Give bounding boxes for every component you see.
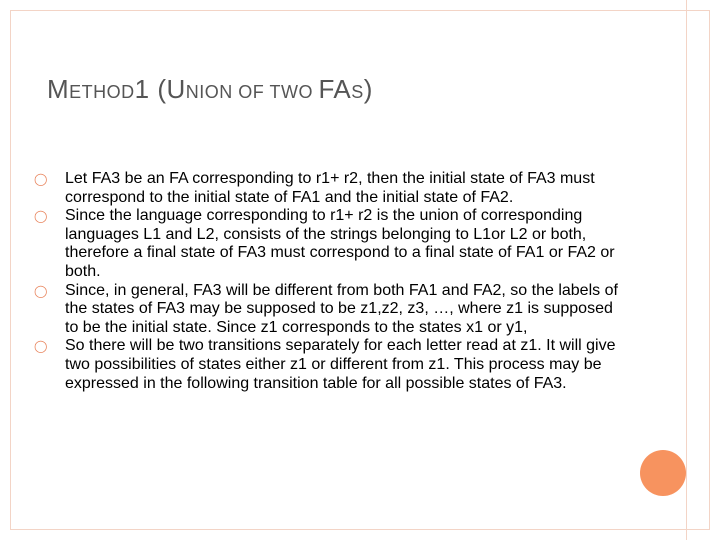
bullet-item: [34, 170, 624, 207]
bullet-list: [34, 170, 624, 393]
vertical-divider: [686, 0, 687, 540]
bullet-text: So there will be two transitions separately for each letter read at z1. It will give two possibilities of states either z1 or different from z1. This process may be expressed in the following transition table for all possible states of FA3.: [65, 337, 616, 392]
ring-bullet-icon: ◯: [34, 339, 48, 354]
decorative-circle: [640, 450, 686, 496]
bullet-text: Let FA3 be an FA corresponding to r1+ r2, then the initial state of FA3 must correspond to the initial state of FA1 and the initial state of FA2.: [65, 170, 595, 206]
title-part: ETHOD: [69, 82, 135, 102]
bullet-item: [34, 337, 624, 393]
title-part: U: [166, 74, 186, 104]
bullet-item: [34, 207, 624, 281]
title-part: S: [351, 82, 364, 102]
bullet-item: [34, 282, 624, 338]
ring-bullet-icon: ◯: [34, 209, 48, 224]
ring-bullet-icon: ◯: [34, 283, 48, 298]
title-part: NION OF TWO: [185, 82, 319, 102]
bullet-text: Since, in general, FA3 will be different from both FA1 and FA2, so the labels of the states of FA3 may be supposed to be z1,z2, z3, …, where z1 is supposed to be the initial state. Since z1 corresponds to the states x1 or y1,: [65, 281, 618, 336]
title-part: ): [363, 74, 373, 104]
title-part: M: [47, 74, 70, 104]
ring-bullet-icon: ◯: [34, 172, 48, 186]
slide-title: [47, 74, 373, 105]
title-part: 1 (: [134, 74, 167, 104]
bullet-text: Since the language corresponding to r1+ r2 is the union of corresponding languages L1 and L2, consists of the strings belonging to L1or L2 or both, therefore a final state of FA3 must correspond to a final state of FA1 or FA2 or both.: [65, 207, 615, 280]
title-part: FA: [318, 74, 352, 104]
